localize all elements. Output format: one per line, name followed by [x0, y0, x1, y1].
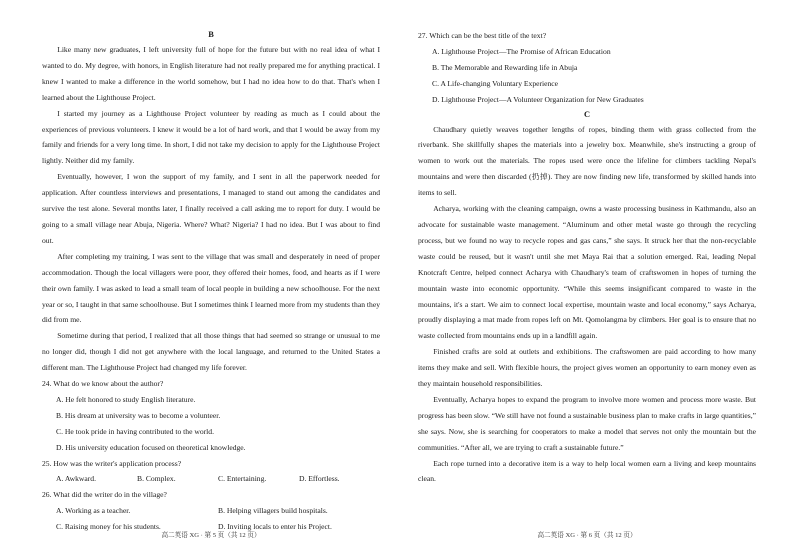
question-26-option-d: D. Inviting locals to enter his Project.: [218, 522, 332, 532]
question-26-option-b: B. Helping villagers build hospitals.: [218, 506, 328, 516]
question-25-option-a: A. Awkward.: [56, 474, 97, 484]
question-25-option-d: D. Effortless.: [299, 474, 340, 484]
question-27-option-b: B. The Memorable and Rewarding life in Abuja: [432, 62, 578, 72]
page-footer-right: 高二英语 XG · 第 6 页（共 12 页）: [537, 532, 637, 539]
question-26-option-c: C. Raising money for his students.: [56, 522, 161, 532]
paragraph-c-4: Eventually, Acharya hopes to expand the program to involve more women and process more waste. But progress has been slow. “We still have not found a sustainable business plan to make crafts in large quantities,” she says. Now, she is searching for cooperators to make a model that serves not only the mountain but the communities. “After all, we are trying to craft a sustainable future.”: [418, 394, 756, 452]
question-24-option-a: A. He felt honored to study English literature.: [56, 394, 196, 404]
question-24-option-d: D. His university education focused on theoretical knowledge.: [56, 442, 246, 452]
question-25-option-c: C. Entertaining.: [218, 474, 267, 484]
question-24-option-b: B. His dream at university was to become a volunteer.: [56, 410, 221, 420]
paragraph-b-5: Sometime during that period, I realized that all those things that had seemed so strange or unusual to me no longer did, though I did not get anywhere with the local language, and returned to the United States a different man. The Lighthouse Project had changed my life forever.: [42, 331, 380, 373]
question-25-options: [56, 471, 380, 487]
left-page: [42, 28, 380, 535]
section-title-b: B: [208, 30, 214, 39]
paragraph-b-1: Like many new graduates, I left university full of hope for the future but with no real idea of what I wanted to do. My degree, with honors, in English literature had not really prepared me for anything practical. I knew I wanted to make a difference in the world somehow, but I had no idea how to do that. That's when I learned about the Lighthouse Project.: [42, 45, 380, 102]
paragraph-c-3: Finished crafts are sold at outlets and exhibitions. The craftswomen are paid according to how many items they make and sell. With flexible hours, the project gives women an opportunity to earn money even as they maintain household responsibilities.: [418, 347, 756, 389]
question-24-option-c: C. He took pride in having contributed to the world.: [56, 426, 214, 436]
page-footer-left: 高二英语 XG · 第 5 页（共 12 页）: [161, 532, 261, 539]
paragraph-b-2: I started my journey as a Lighthouse Project volunteer by reading as much as I could about the experiences of previous volunteers. I knew it would be a lot of hard work, and that I would be away from my family and friends for a very long time. In short, I did not take my decision to apply for the Lighthouse Project lightly. Neither did my family.: [42, 108, 380, 166]
paragraph-b-3: Eventually, however, I won the support of my family, and I sent in all the paperwork needed for application. After countless interviews and presentations, I managed to stand out among the candidates and survive the test alone. Several months later, I finally received a call asking me to report for duty. I would be going to a small village near Abuja, Nigeria. Where? What? Nigeria? I had no idea. But I was about to find out.: [42, 172, 380, 245]
paragraph-c-1: Chaudhary quietly weaves together lengths of ropes, binding them with grass collected from the riverbank. She skillfully shapes the materials into a jewelry box. Meanwhile, she's instructing a group of women to work out the materials. The ropes used were once the lifeline for climbers tackling Nepal's mountains and were then discarded (扔掉). They are now finding new life, transformed by skilled hands into items to sell.: [418, 124, 756, 198]
question-25-stem: 25. How was the writer's application process?: [42, 458, 182, 468]
question-27-option-a: A. Lighthouse Project—The Promise of African Education: [432, 46, 611, 56]
right-page: [418, 28, 756, 487]
question-27-option-c: C. A Life-changing Voluntary Experience: [432, 78, 559, 88]
question-27-stem: 27. Which can be the best title of the text?: [418, 31, 547, 40]
question-25-option-b: B. Complex.: [137, 474, 176, 484]
question-26-option-a: A. Working as a teacher.: [56, 506, 131, 516]
question-27-option-d: D. Lighthouse Project—A Volunteer Organization for New Graduates: [432, 94, 644, 104]
section-title-c: C: [583, 109, 591, 119]
paragraph-c-5: Each rope turned into a decorative item is a way to help local women earn a living and keep mountains clean.: [418, 458, 756, 484]
question-26-stem: 26. What did the writer do in the village?: [42, 490, 167, 500]
question-24-stem: 24. What do we know about the author?: [42, 379, 164, 389]
question-26-options-row-1: [56, 503, 380, 519]
paragraph-b-4: After completing my training, I was sent to the village that was small and desperately in need of proper accommodation. Though the local villagers were poor, they offered their homes, food, and hearts as if I were their own family. I was asked to lead a small team of local people in building a new schoolhouse. For the next year or so, I taught in that same schoolhouse. But I sometimes think I learned more from my students than they did from me.: [42, 251, 380, 325]
paragraph-c-2: Acharya, working with the cleaning campaign, owns a waste processing business in Kathmandu, also an advocate for sustainable waste management. “Aluminum and other metal waste go through the recycling process, but we found no way to recycle ropes and gas cans,” she says. It struck her that the non-recyclable waste could be reused, but it wasn't until she met Maya Rai that a solution emerged. Rai, leading Nepal Knotcraft Centre, helped connect Acharya with Chaudhary's team of craftswomen in hopes of turning the mountain waste into economic opportunity. “While this seems insignificant compared to waste in the mountains, it's a start. We aim to connect local expertise, mountain waste and local economy,” says Acharya, proudly displaying a mat made from ropes left on Mt. Qomolangma by climbers. Her goal is to ensure that no waste collected from mountains ends up in a landfill again.: [418, 204, 756, 341]
